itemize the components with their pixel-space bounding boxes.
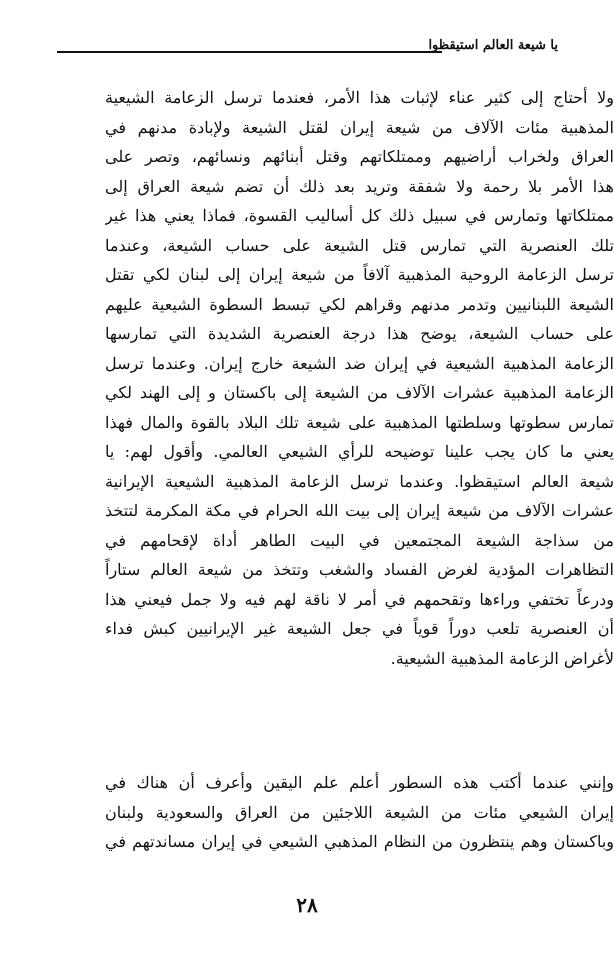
text-line: لأغراض الزعامة المذهبية الشيعية.	[390, 648, 614, 668]
text-line: إيران الشيعي مئات من الشيعة اللاجئين من العراق والسعودية ولبنان	[105, 802, 614, 822]
text-line: أن العنصرية تلعب دوراً قوياً في جعل الشيعة غير الإيرانيين كبش فداء	[105, 619, 614, 638]
text-line: تمارس سطوتها وسلطتها المذهبية على شيعة تلك البلاد بالقوة والمال فهذا	[105, 412, 614, 432]
text-line: على حساب الشيعة، يوضح هذا درجة العنصرية الشديدة التي تمارسها	[105, 324, 614, 343]
text-line: تلك العنصرية التي تمارس قتل الشيعة على حساب الشيعة، وعندما	[105, 235, 614, 255]
text-line: ترسل الزعامة الروحية المذهبية آلافاً من شيعة إيران إلى لبنان لكي تقتل	[105, 265, 614, 284]
text-line: وإنني عندما أكتب هذه السطور أعلم علم اليقين وأعرف أن هناك في	[105, 773, 614, 792]
text-line: من سذاجة الشيعة المجتمعين في البيت الطاهر أداة لإقحامهم في	[105, 530, 614, 550]
text-line: المذهبية مئات الآلاف من شيعة إيران لقتل الشيعة ولإبادة مدنهم في	[105, 117, 614, 137]
text-line: التظاهرات المؤدية لغرض الفساد والشغب وتتخذ من شيعة العالم ستاراً	[105, 560, 614, 579]
text-line: الشيعة اللبنانيين وتدمر مدنهم وقراهم لكي تبسط السطوة الشيعية عليهم	[105, 294, 614, 314]
text-line: ممتلكاتها وتمارس في سبيل ذلك كل أساليب القسوة، فماذا يعني هذا غير	[105, 206, 614, 225]
text-line: العراق ولخراب أراضيهم وممتلكاتهم وقتل أبنائهم ونسائهم، وتصر على	[105, 147, 614, 166]
paragraph-2	[0, 768, 614, 857]
paragraph-1	[0, 83, 614, 673]
page-number: ٢٨	[296, 893, 318, 917]
text-line: عشرات الآلاف من شيعة إيران إلى بيت الله الحرام في مكة المكرمة لتتخذ	[105, 501, 614, 520]
running-head: يا شيعة العالم استيقظوا	[428, 38, 558, 53]
text-line: يعني ما كان يجب علينا توضيحه للرأي الشيعي العالمي. وأقول لهم: يا	[105, 442, 614, 461]
text-line: ولا أحتاج إلى كثير عناء لإثبات هذا الأمر، فعندما ترسل الزعامة الشيعية	[105, 88, 614, 107]
text-line: شيعة العالم استيقظوا. وعندما ترسل الزعامة المذهبية الشيعية الإيرانية	[105, 471, 614, 491]
text-line: ودرعاً تختفي وراءها وتقحمهم في أمر لا ناقة لهم فيه ولا جمل فيعني هذا	[105, 589, 614, 609]
text-line: الزعامة المذهبية الشيعية في إيران ضد الشيعة خارج إيران. وعندما ترسل	[105, 353, 614, 373]
text-line: هذا الأمر بلا رحمة ولا شفقة وتريد بعد ذلك أن تضم شيعة العراق إلى	[105, 176, 614, 196]
header-rule	[57, 51, 442, 53]
text-line: وباكستان وهم ينتظرون من النظام المذهبي الشيعي في إيران مساندتهم في	[105, 832, 614, 851]
text-line: الزعامة المذهبية عشرات الآلاف من الشيعة إلى باكستان و إلى الهند لكي	[105, 383, 614, 402]
